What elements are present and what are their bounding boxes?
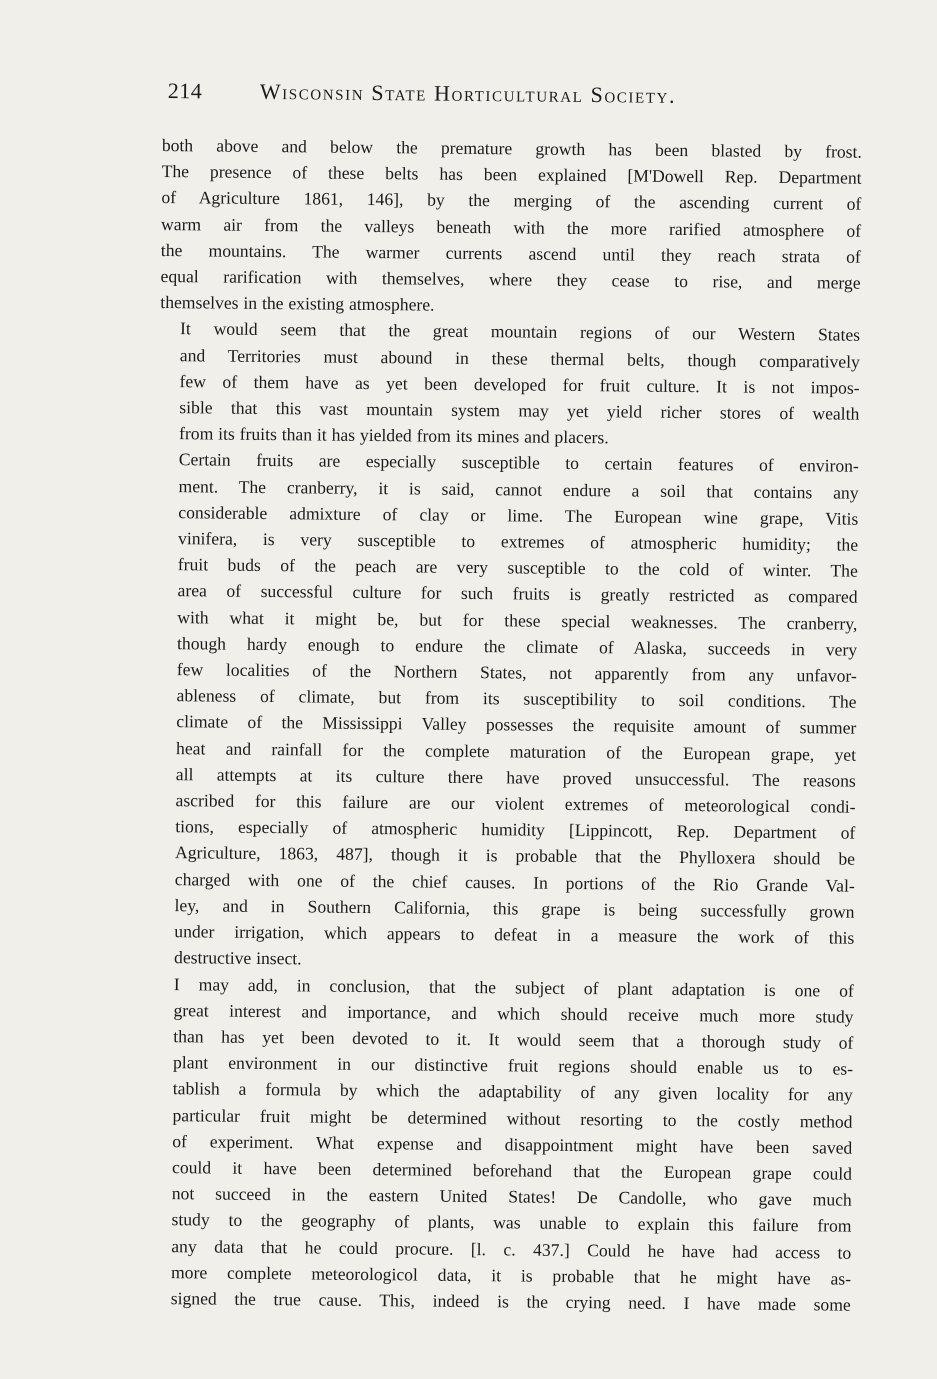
text-line: I may add, in conclusion, that the subject of plant adaptation is one of <box>173 973 854 1001</box>
paragraph-conclusion <box>151 970 854 1317</box>
text-line: considerable admixture of clay or lime. The European wine grape, Vitis <box>178 502 859 529</box>
text-line: the mountains. The warmer currents ascend until they reach strata of <box>160 239 861 267</box>
text-line: The presence of these belts has been explained [M'Dowell Rep. Department <box>161 161 862 188</box>
text-line: Agriculture, 1863, 487], though it is probable that the Phylloxera should be <box>174 842 856 870</box>
text-line: of Agriculture 1861, 146], by the merging of the ascending current of <box>161 187 862 215</box>
running-title: Wisconsin State Horticultural Society. <box>259 78 677 108</box>
text-line: from its fruits than it has yielded from its mines and placers. <box>179 423 609 448</box>
text-line: equal rarification with themselves, where they cease to rise, and merge <box>160 266 861 293</box>
text-line: vinifera, is very susceptible to extremes of atmospheric humidity; the <box>178 528 859 555</box>
paragraph-mountain-regions <box>159 315 860 453</box>
text-line: than has yet been devoted to it. It would seem that a thorough study of <box>173 1026 854 1053</box>
running-head <box>168 78 808 124</box>
text-line: both above and below the premature growth has been blasted by frost. <box>161 134 862 162</box>
paragraph-thermal-belts-explanation <box>160 132 862 322</box>
text-line: not succeed in the eastern United States! De Candolle, who gave much <box>171 1183 852 1210</box>
page-number: 214 <box>167 78 203 104</box>
text-line: tions, especially of atmospheric humidity [Lippincott, Rep. Department of <box>175 816 856 843</box>
body-text <box>151 132 862 1318</box>
text-line: any data that he could procure. [l. c. 437.] Could he have had access to <box>171 1235 852 1263</box>
text-line: signed the true cause. This, indeed is the crying need. I have made some <box>170 1288 851 1315</box>
text-line: climate of the Mississippi Valley possesses the requisite amount of summer <box>176 711 857 739</box>
paragraph-fruit-susceptibility <box>154 446 859 977</box>
text-line: charged with one of the chief causes. In portions of the Rio Grande Val- <box>174 868 855 896</box>
text-line: ableness of climate, but from its susceptibility to soil conditions. The <box>176 685 857 712</box>
text-line: plant environment in our distinctive fruit regions should enable us to es- <box>172 1052 854 1079</box>
text-line: and Territories must abound in these thermal belts, though comparatively <box>179 344 860 372</box>
text-line: ascribed for this failure are our violent extremes of meteorological condi- <box>175 790 856 817</box>
text-line: of experiment. What expense and disappointment might have been saved <box>172 1130 853 1158</box>
text-line: with what it might be, but for these special weaknesses. The cranberry, <box>177 606 858 634</box>
text-line: warm air from the valleys beneath with the more rarified atmosphere of <box>161 213 862 241</box>
text-line: ley, and in Southern California, this grape is being successfully grown <box>174 895 855 922</box>
text-line: great interest and importance, and which should receive much more study <box>173 999 854 1027</box>
text-line: themselves in the existing atmosphere. <box>160 292 435 315</box>
text-line: area of successful culture for such fruits is greatly restricted as compared <box>177 580 858 608</box>
text-line: more complete meteorologicol data, it is probable that he might have as- <box>170 1261 852 1289</box>
text-line: study to the geography of plants, was unable to explain this failure from <box>171 1209 852 1236</box>
text-line: It would seem that the great mountain regions of our Western States <box>180 318 861 346</box>
text-line: tablish a formula by which the adaptability of any given locality for any <box>172 1078 853 1105</box>
text-line: sible that this vast mountain system may yet yield richer stores of wealth <box>179 397 860 424</box>
text-line: few localities of the Northern States, not apparently from any unfavor- <box>176 659 857 686</box>
text-line: could it have been determined beforehand that the European grape could <box>171 1157 853 1184</box>
text-line: fruit buds of the peach are very susceptible to the cold of winter. The <box>177 554 858 581</box>
text-line: ment. The cranberry, it is said, cannot endure a soil that contains any <box>178 475 859 503</box>
text-line: though hardy enough to endure the climate of Alaska, succeeds in very <box>176 633 858 660</box>
text-line: destructive insect. <box>173 947 302 969</box>
text-line: heat and rainfall for the complete maturation of the European grape, yet <box>175 737 857 765</box>
text-line: all attempts at its culture there have proved unsuccessful. The reasons <box>175 764 856 791</box>
text-line: Certain fruits are especially susceptible to certain features of environ- <box>178 449 859 477</box>
text-line: under irrigation, which appears to defeat in a measure the work of this <box>174 921 855 948</box>
text-line: few of them have as yet been developed for fruit culture. It is not impos- <box>179 371 860 398</box>
text-line: particular fruit might be determined without resorting to the costly method <box>172 1104 853 1132</box>
